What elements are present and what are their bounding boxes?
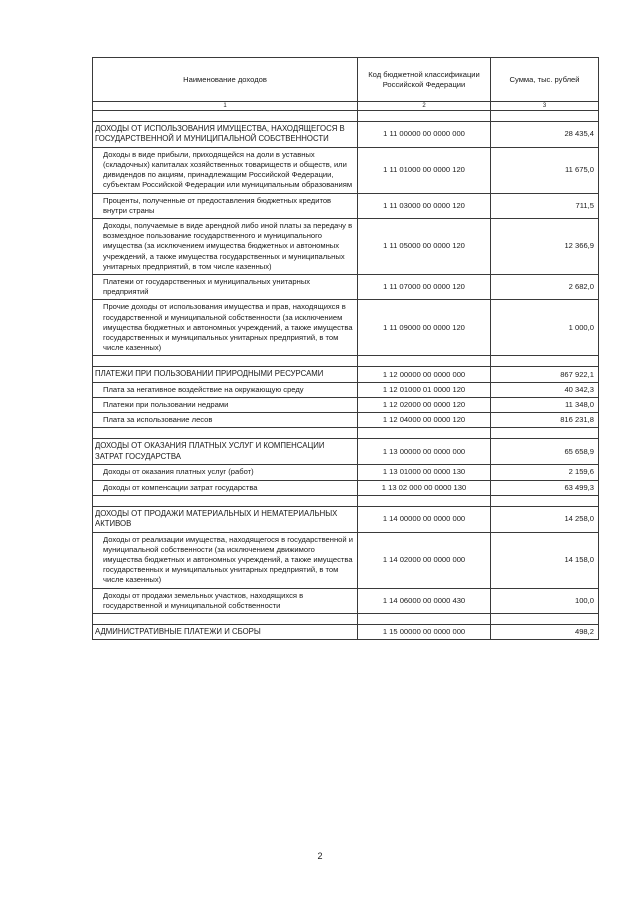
classification-code-cell: 1 11 07000 00 0000 120	[358, 275, 491, 300]
column-number-row	[93, 102, 599, 111]
spacer-cell	[358, 428, 491, 439]
revenue-name-cell: АДМИНИСТРАТИВНЫЕ ПЛАТЕЖИ И СБОРЫ	[93, 624, 358, 639]
page-number: 2	[317, 851, 323, 861]
revenue-name-cell: Проценты, полученные от предоставления бюджетных кредитов внутри страны	[93, 193, 358, 218]
spacer-row	[93, 111, 599, 122]
amount-cell: 1 000,0	[491, 300, 599, 356]
table-row	[93, 193, 599, 218]
header-amount: Сумма, тыс. рублей	[491, 58, 599, 102]
classification-code-cell: 1 12 02000 00 0000 120	[358, 398, 491, 413]
revenue-name-cell: ПЛАТЕЖИ ПРИ ПОЛЬЗОВАНИИ ПРИРОДНЫМИ РЕСУРСАМИ	[93, 367, 358, 382]
amount-cell: 2 159,6	[491, 465, 599, 480]
spacer-cell	[358, 111, 491, 122]
spacer-cell	[358, 356, 491, 367]
amount-cell: 498,2	[491, 624, 599, 639]
revenue-name-cell: Платежи от государственных и муниципальных унитарных предприятий	[93, 275, 358, 300]
classification-code-cell: 1 12 01000 01 0000 120	[358, 382, 491, 397]
amount-cell: 100,0	[491, 588, 599, 613]
classification-code-cell: 1 13 02 000 00 0000 130	[358, 480, 491, 495]
amount-cell: 28 435,4	[491, 122, 599, 148]
table-body	[93, 111, 599, 640]
classification-code-cell: 1 13 00000 00 0000 000	[358, 439, 491, 465]
amount-cell: 63 499,3	[491, 480, 599, 495]
classification-code-cell: 1 13 01000 00 0000 130	[358, 465, 491, 480]
spacer-row	[93, 356, 599, 367]
spacer-cell	[93, 428, 358, 439]
spacer-cell	[491, 356, 599, 367]
revenue-name-cell: Прочие доходы от использования имущества и прав, находящихся в государственной и муниципальной собственности (за исключением имущества бюджетных и автономных учреждений, а также имущества государственных и муниципальных унитарных предприятий, в том числе казенных)	[93, 300, 358, 356]
table-row	[93, 413, 599, 428]
spacer-cell	[491, 613, 599, 624]
classification-code-cell: 1 14 02000 00 0000 000	[358, 532, 491, 588]
spacer-cell	[491, 428, 599, 439]
amount-cell: 65 658,9	[491, 439, 599, 465]
column-number: 3	[491, 102, 599, 111]
classification-code-cell: 1 11 03000 00 0000 120	[358, 193, 491, 218]
table-row	[93, 588, 599, 613]
amount-cell: 40 342,3	[491, 382, 599, 397]
group-row	[93, 367, 599, 382]
spacer-cell	[93, 613, 358, 624]
revenue-name-cell: ДОХОДЫ ОТ ПРОДАЖИ МАТЕРИАЛЬНЫХ И НЕМАТЕРИАЛЬНЫХ АКТИВОВ	[93, 506, 358, 532]
spacer-cell	[93, 495, 358, 506]
table-row	[93, 398, 599, 413]
spacer-row	[93, 613, 599, 624]
revenue-name-cell: Доходы, получаемые в виде арендной либо иной платы за передачу в возмездное пользование государственного и муниципального имущества (за исключением имущества бюджетных и автономных учреждений, а также имущества государственных и муниципальных унитарных предприятий, в том числе казенных)	[93, 219, 358, 275]
spacer-cell	[93, 356, 358, 367]
amount-cell: 11 675,0	[491, 147, 599, 193]
header-code: Код бюджетной классификации Российской Федерации	[358, 58, 491, 102]
amount-cell: 11 348,0	[491, 398, 599, 413]
amount-cell: 2 682,0	[491, 275, 599, 300]
revenue-name-cell: Плата за негативное воздействие на окружающую среду	[93, 382, 358, 397]
spacer-cell	[93, 111, 358, 122]
table-row	[93, 275, 599, 300]
classification-code-cell: 1 11 05000 00 0000 120	[358, 219, 491, 275]
group-row	[93, 624, 599, 639]
classification-code-cell: 1 11 00000 00 0000 000	[358, 122, 491, 148]
amount-cell: 12 366,9	[491, 219, 599, 275]
amount-cell: 14 258,0	[491, 506, 599, 532]
spacer-cell	[358, 495, 491, 506]
classification-code-cell: 1 11 09000 00 0000 120	[358, 300, 491, 356]
revenue-table	[92, 57, 599, 640]
amount-cell: 711,5	[491, 193, 599, 218]
classification-code-cell: 1 12 00000 00 0000 000	[358, 367, 491, 382]
table-row	[93, 147, 599, 193]
table-row	[93, 219, 599, 275]
header-row	[93, 58, 599, 102]
revenue-table-container	[92, 57, 598, 640]
amount-cell: 14 158,0	[491, 532, 599, 588]
revenue-name-cell: ДОХОДЫ ОТ ОКАЗАНИЯ ПЛАТНЫХ УСЛУГ И КОМПЕНСАЦИИ ЗАТРАТ ГОСУДАРСТВА	[93, 439, 358, 465]
revenue-name-cell: ДОХОДЫ ОТ ИСПОЛЬЗОВАНИЯ ИМУЩЕСТВА, НАХОДЯЩЕГОСЯ В ГОСУДАРСТВЕННОЙ И МУНИЦИПАЛЬНОЙ СОБСТВЕННОСТИ	[93, 122, 358, 148]
classification-code-cell: 1 11 01000 00 0000 120	[358, 147, 491, 193]
classification-code-cell: 1 15 00000 00 0000 000	[358, 624, 491, 639]
classification-code-cell: 1 12 04000 00 0000 120	[358, 413, 491, 428]
classification-code-cell: 1 14 06000 00 0000 430	[358, 588, 491, 613]
revenue-name-cell: Доходы в виде прибыли, приходящейся на доли в уставных (складочных) капиталах хозяйственных товариществ и обществ, или дивидендов по акциям, принадлежащим Российской Федерации, субъектам Российской Федерации или муниципальным образованиям	[93, 147, 358, 193]
group-row	[93, 439, 599, 465]
spacer-cell	[491, 111, 599, 122]
column-number: 1	[93, 102, 358, 111]
classification-code-cell: 1 14 00000 00 0000 000	[358, 506, 491, 532]
revenue-name-cell: Платежи при пользовании недрами	[93, 398, 358, 413]
revenue-name-cell: Доходы от продажи земельных участков, находящихся в государственной и муниципальной собственности	[93, 588, 358, 613]
group-row	[93, 122, 599, 148]
column-number: 2	[358, 102, 491, 111]
spacer-cell	[358, 613, 491, 624]
table-row	[93, 480, 599, 495]
spacer-cell	[491, 495, 599, 506]
table-row	[93, 300, 599, 356]
table-row	[93, 382, 599, 397]
amount-cell: 816 231,8	[491, 413, 599, 428]
table-row	[93, 532, 599, 588]
spacer-row	[93, 495, 599, 506]
header-name: Наименование доходов	[93, 58, 358, 102]
table-row	[93, 465, 599, 480]
group-row	[93, 506, 599, 532]
revenue-name-cell: Доходы от компенсации затрат государства	[93, 480, 358, 495]
revenue-name-cell: Плата за использование лесов	[93, 413, 358, 428]
spacer-row	[93, 428, 599, 439]
revenue-name-cell: Доходы от реализации имущества, находящегося в государственной и муниципальной собственности (за исключением движимого имущества бюджетных и автономных учреждений, а также имущества государственных и муниципальных унитарных предприятий, в том числе казенных)	[93, 532, 358, 588]
revenue-name-cell: Доходы от оказания платных услуг (работ)	[93, 465, 358, 480]
amount-cell: 867 922,1	[491, 367, 599, 382]
